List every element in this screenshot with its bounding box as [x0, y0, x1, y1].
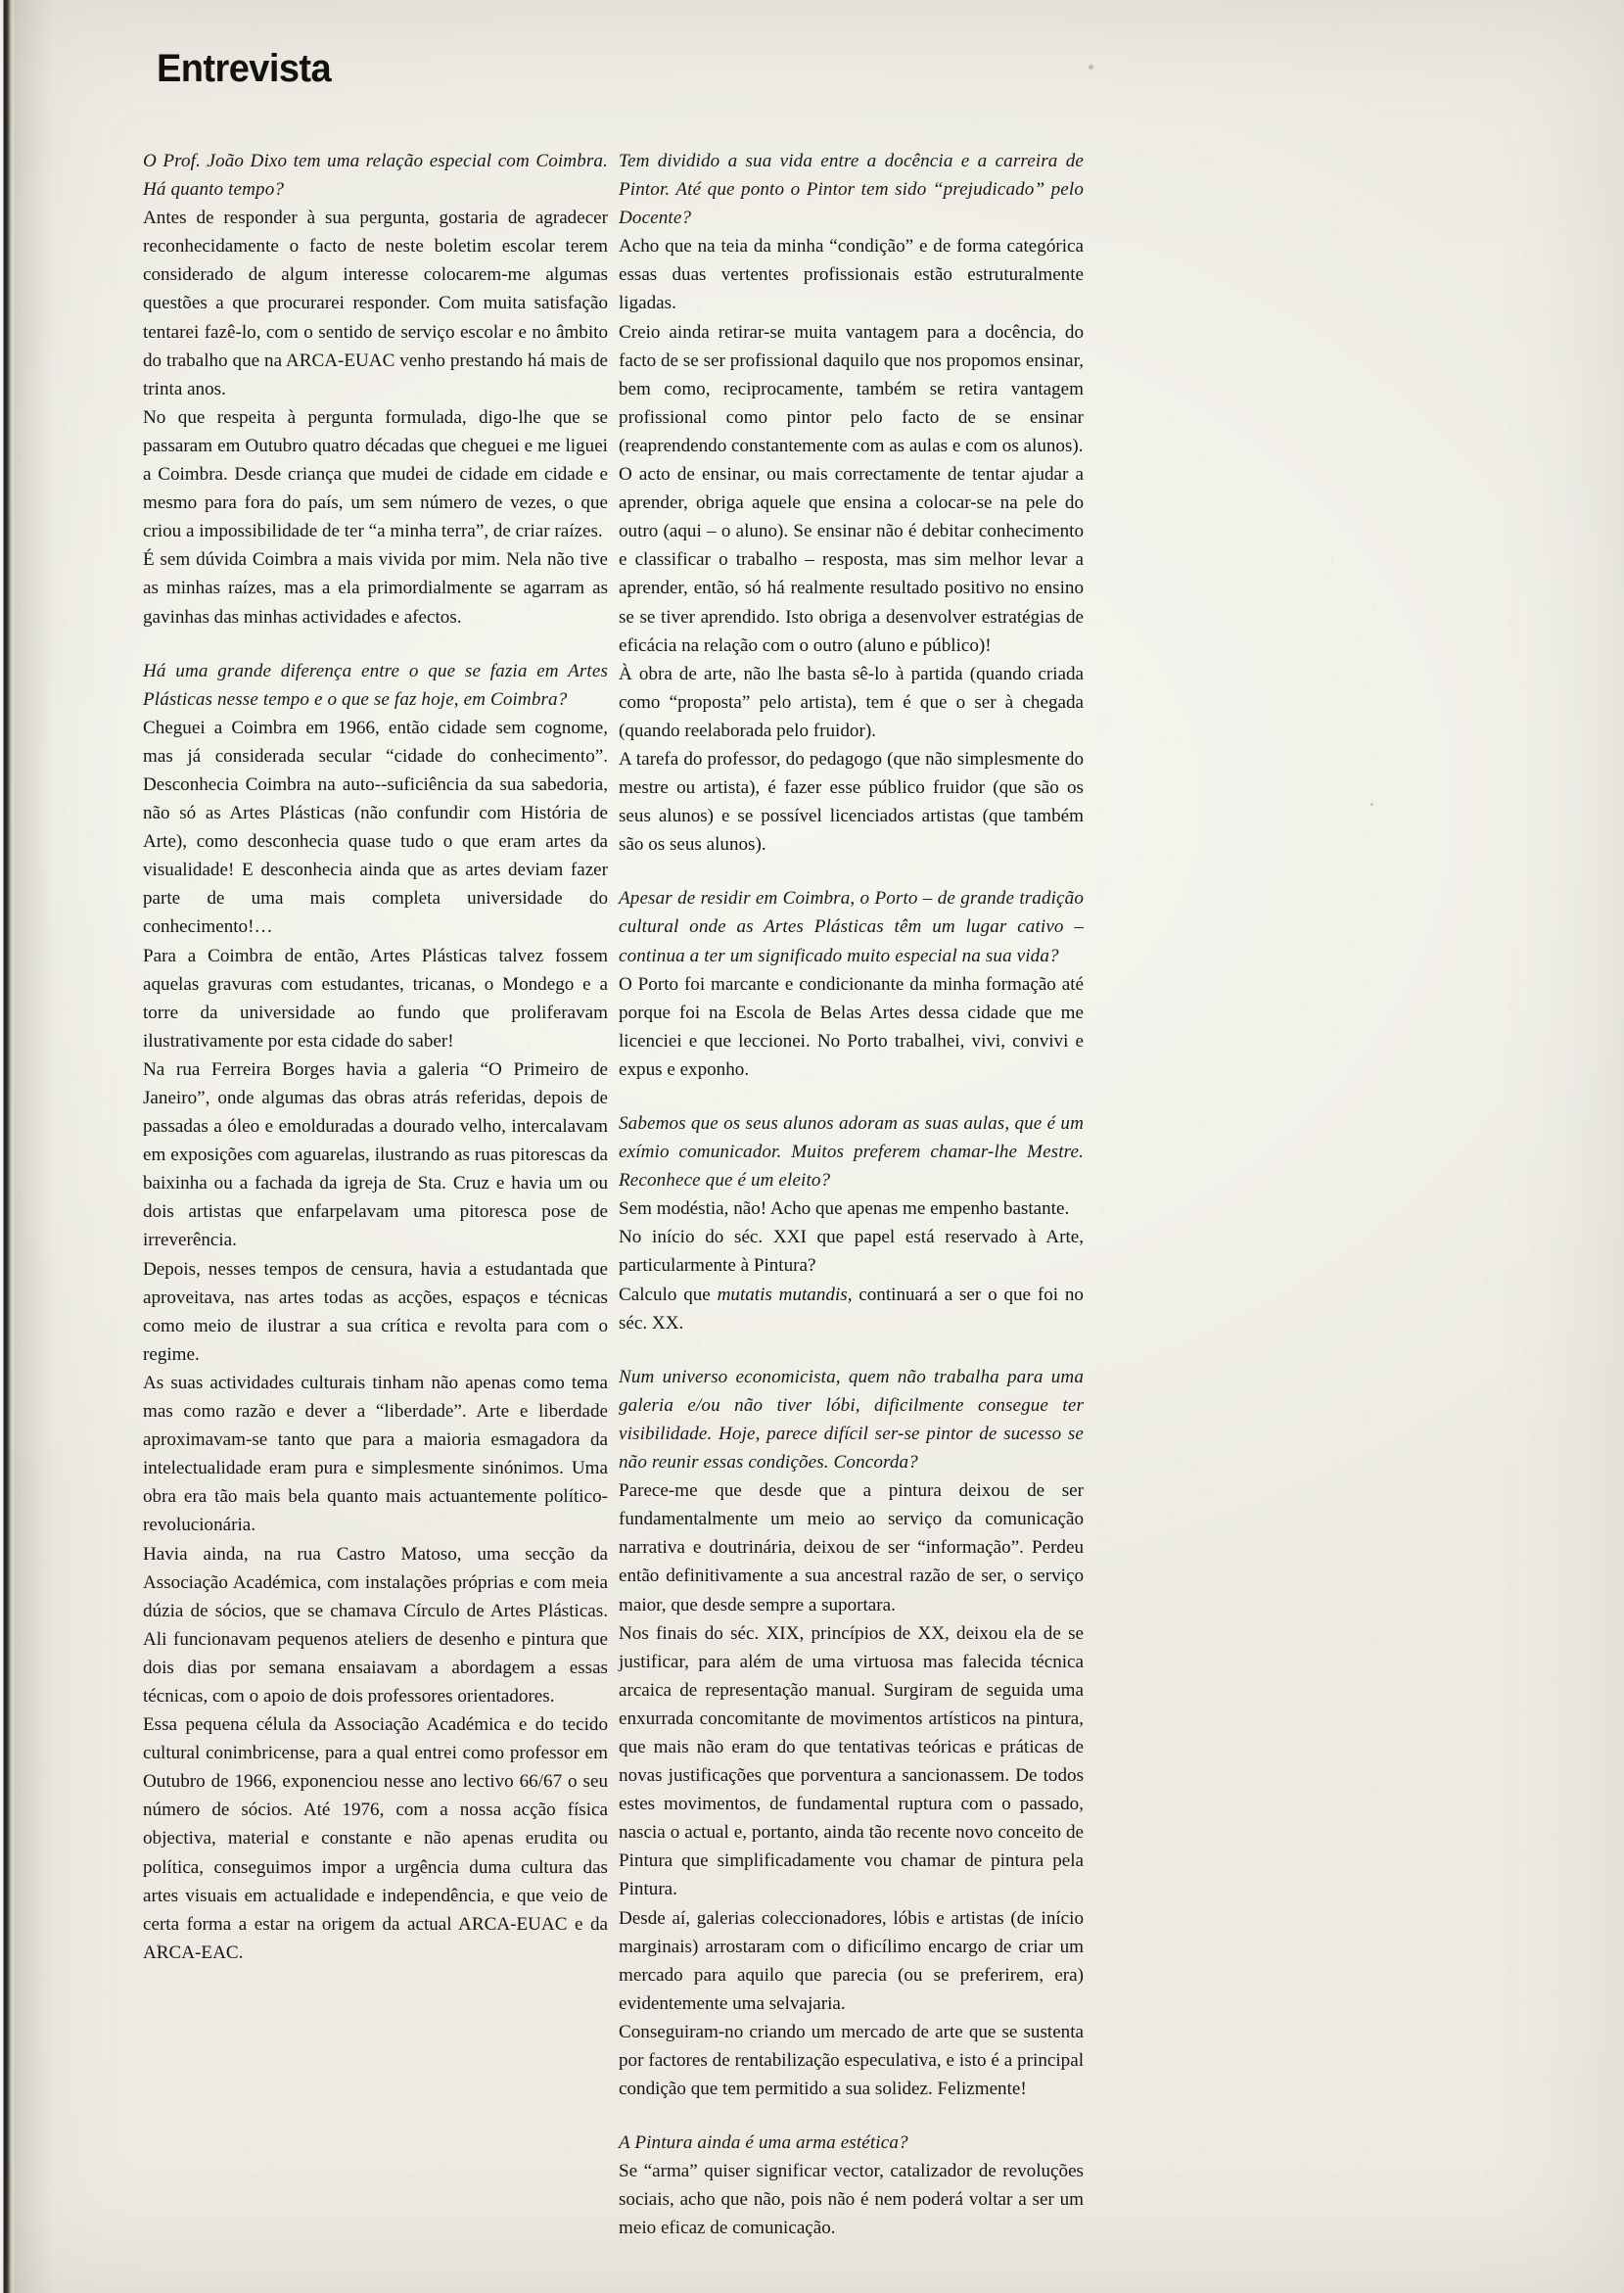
- interview-answer: À obra de arte, não lhe basta sê-lo à partida (quando criada como “proposta” pelo artista), tem é que o ser à chegada (quando reelaborada pelo fruidor).: [619, 663, 1084, 741]
- interview-answer: A tarefa do professor, do pedagogo (que não simplesmente do mestre ou artista), é fazer esse público fruidor (que são os seus alunos) e se possível licenciados artistas (que também são os seus alunos).: [619, 748, 1084, 856]
- scan-speck: [1089, 65, 1093, 70]
- interview-answer: É sem dúvida Coimbra a mais vivida por mim. Nela não tive as minhas raízes, mas a ela primordialmente se agarram as gavinhas das minhas actividades e afectos.: [143, 549, 608, 628]
- interview-answer: Calculo que mutatis mutandis, continuará a ser o que foi no séc. XX.: [619, 1284, 1084, 1334]
- interview-question: Há uma grande diferença entre o que se fazia em Artes Plásticas nesse tempo e o que se faz hoje, em Coimbra?: [143, 660, 608, 710]
- interview-answer: Depois, nesses tempos de censura, havia a estudantada que aproveitava, nas artes todas as acções, espaços e técnicas como meio de ilustrar a sua crítica e revolta para com o regime.: [143, 1258, 608, 1365]
- interview-question: Sabemos que os seus alunos adoram as suas aulas, que é um exímio comunicador. Muitos preferem chamar-lhe Mestre. Reconhece que é um eleito?: [619, 1113, 1084, 1192]
- interview-answer: Parece-me que desde que a pintura deixou de ser fundamentalmente um meio ao serviço da comunicação narrativa e doutrinária, deixou de ser “informação”. Perdeu então definitivamente a sua ancestral razão de ser, o serviço maior, que desde sempre a suportara.: [619, 1480, 1084, 1615]
- interview-answer: Para a Coimbra de então, Artes Plásticas talvez fossem aquelas gravuras com estudantes, tricanas, o Mondego e a torre da universidade ao fundo que proliferavam ilustrativamente por esta cidade do saber!: [143, 945, 608, 1052]
- interview-answer: No início do séc. XXI que papel está reservado à Arte, particularmente à Pintura?: [619, 1227, 1084, 1277]
- interview-answer: O Porto foi marcante e condicionante da minha formação até porque foi na Escola de Belas Artes dessa cidade que me licenciei e que leccionei. No Porto trabalhei, vivi, convivi e expus e exponho.: [619, 973, 1084, 1080]
- interview-answer: Conseguiram-no criando um mercado de arte que se sustenta por factores de rentabilização especulativa, e isto é a principal condição que tem permitido a sua solidez. Felizmente!: [619, 2021, 1084, 2100]
- interview-answer: Antes de responder à sua pergunta, gostaria de agradecer reconhecidamente o facto de neste boletim escolar terem considerado de algum interesse colocarem-me algumas questões a que procurarei responder. Com muita satisfação tentarei fazê-lo, com o sentido de serviço escolar e no âmbito do trabalho que na ARCA-EUAC venho prestando há mais de trinta anos.: [143, 208, 608, 399]
- column-left: [143, 147, 608, 1967]
- interview-answer: Essa pequena célula da Associação Académica e do tecido cultural conimbricense, para a qual entrei como professor em Outubro de 1966, exponenciou nesse ano lectivo 66/67 o seu número de sócios. Até 1976, com a nossa acção física objectiva, material e constante e não apenas erudita ou política, conseguimos impor a urgência duma cultura das artes visuais em actualidade e independência, e que veio de certa forma a estar na origem da actual ARCA-EUAC e da ARCA-EAC.: [143, 1714, 608, 1963]
- interview-answer: Nos finais do séc. XIX, princípios de XX, deixou ela de se justificar, para além de uma virtuosa mas falecida técnica arcaica de representação manual. Surgiram de seguida uma enxurrada concomitante de movimentos artísticos na pintura, que mais não eram do que tentativas teóricas e práticas de novas justificações que porventura a sancionassem. De todos estes movimentos, de fundamental ruptura com o passado, nascia o actual e, portanto, ainda tão recente novo conceito de Pintura que simplificadamente vou chamar de pintura pela Pintura.: [619, 1622, 1084, 1900]
- interview-question: O Prof. João Dixo tem uma relação especial com Coimbra. Há quanto tempo?: [143, 151, 608, 201]
- page-title: Entrevista: [157, 47, 332, 90]
- interview-question: Tem dividido a sua vida entre a docência e a carreira de Pintor. Até que ponto o Pintor tem sido “prejudicado” pelo Docente?: [619, 151, 1084, 229]
- interview-answer: No que respeita à pergunta formulada, digo-lhe que se passaram em Outubro quatro décadas que cheguei e me liguei a Coimbra. Desde criança que mudei de cidade em cidade e mesmo para fora do país, um sem número de vezes, o que criou a impossibilidade de ter “a minha terra”, de criar raízes.: [143, 406, 608, 542]
- interview-answer: Acho que na teia da minha “condição” e de forma categórica essas duas vertentes profissionais estão estruturalmente ligadas.: [619, 236, 1084, 314]
- interview-answer: Desde aí, galerias coleccionadores, lóbis e artistas (de início marginais) arrostaram com o dificílimo encargo de criar um mercado para aquilo que parecia (ou se preferirem, era) evidentemente uma selvajaria.: [619, 1907, 1084, 2014]
- interview-question: A Pintura ainda é uma arma estética?: [619, 2132, 908, 2154]
- interview-answer: Cheguei a Coimbra em 1966, então cidade sem cognome, mas já considerada secular “cidade do conhecimento”. Desconhecia Coimbra na auto--suficiência da sua sabedoria, não só as Artes Plásticas (não confundir com História de Arte), como desconhecia quase tudo o que eram artes da visualidade! E desconhecia ainda que as artes deviam fazer parte de uma mais completa universidade do conhecimento!…: [143, 717, 608, 938]
- masthead: [157, 47, 842, 90]
- interview-answer: O acto de ensinar, ou mais correctamente de tentar ajudar a aprender, obriga aquele que ensina a colocar-se na pele do outro (aqui – o aluno). Se ensinar não é debitar conhecimento e classificar o trabalho – resposta, mas sim melhor levar a aprender, então, só há realmente resultado positivo no ensino se se tiver aprendido. Isto obriga a desenvolver estratégias de eficácia na relação com o outro (aluno e público)!: [619, 464, 1084, 656]
- interview-answer: Creio ainda retirar-se muita vantagem para a docência, do facto de se ser profissional daquilo que nos propomos ensinar, bem como, reciprocamente, também se retira vantagem profissional como pintor pelo facto de se ensinar (reaprendendo constantemente com as aulas e com os alunos).: [619, 321, 1084, 456]
- interview-answer: As suas actividades culturais tinham não apenas como tema mas como razão e dever a “liberdade”. Arte e liberdade aproximavam-se tanto que para a maioria esmagadora da intelectualidade eram pura e simplesmente sinónimos. Uma obra era tão mais bela quanto mais actuantemente político-revolucionária.: [143, 1372, 608, 1536]
- interview-answer: Se “arma” quiser significar vector, catalizador de revoluções sociais, acho que não, pois não é nem poderá voltar a ser um meio eficaz de comunicação.: [619, 2161, 1084, 2239]
- interview-answer: Na rua Ferreira Borges havia a galeria “O Primeiro de Janeiro”, onde algumas das obras atrás referidas, depois de passadas a óleo e emolduradas a dourado velho, intercalavam em exposições com aguarelas, ilustrando as ruas pitorescas da baixinha ou a fachada da igreja de Sta. Cruz e havia um ou dois artistas que enfarpelavam uma pitoresca pose de irreverência.: [143, 1058, 608, 1251]
- column-right: [619, 147, 1084, 2243]
- interview-question: Num universo economicista, quem não trabalha para uma galeria e/ou não tiver lóbi, dificilmente consegue ter visibilidade. Hoje, parece difícil ser-se pintor de sucesso se não reunir essas condições. Concorda?: [619, 1366, 1084, 1474]
- interview-question: Apesar de residir em Coimbra, o Porto – de grande tradição cultural onde as Artes Plásticas têm um lugar cativo – continua a ter um significado muito especial na sua vida?: [619, 888, 1084, 966]
- interview-answer: Sem modéstia, não! Acho que apenas me empenho bastante.: [619, 1198, 1070, 1220]
- interview-answer: Havia ainda, na rua Castro Matoso, uma secção da Associação Académica, com instalações próprias e com meia dúzia de sócios, que se chamava Círculo de Artes Plásticas. Ali funcionavam pequenos ateliers de desenho e pintura que dois dias por semana ensaiavam a abordagem a essas técnicas, com o apoio de dois professores orientadores.: [143, 1543, 608, 1707]
- scan-speck: [1370, 803, 1373, 806]
